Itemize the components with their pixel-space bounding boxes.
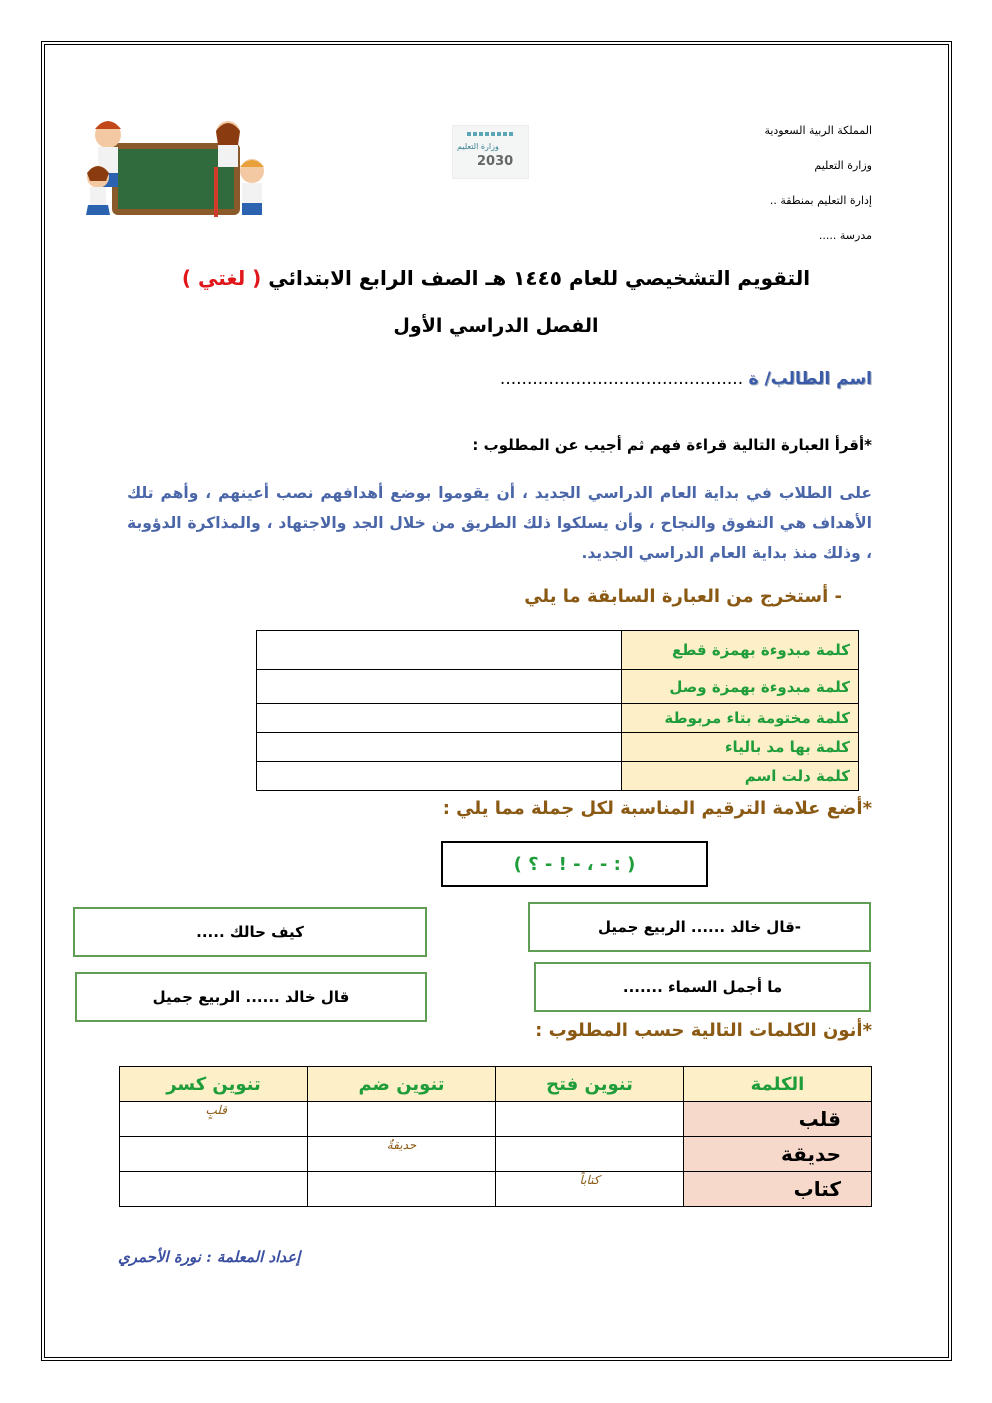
fath-cell[interactable] bbox=[496, 1102, 684, 1137]
col-header-damm: تنوين ضم bbox=[308, 1067, 496, 1102]
reading-instruction: *أقرأ العبارة التالية قراءة فهم ثم أجيب عن المطلوب : bbox=[472, 436, 872, 454]
table-row bbox=[257, 670, 859, 704]
answer-cell[interactable] bbox=[257, 762, 622, 791]
student-name-line bbox=[500, 369, 872, 389]
header-region: إدارة التعليم بمنطقة .. bbox=[769, 194, 872, 207]
word-cell: حديقة bbox=[684, 1137, 872, 1172]
table-row bbox=[257, 762, 859, 791]
table-row bbox=[257, 733, 859, 762]
sentence-box[interactable]: كيف حالك ..... bbox=[73, 907, 427, 957]
answer-cell[interactable] bbox=[257, 704, 622, 733]
damm-cell[interactable] bbox=[308, 1172, 496, 1207]
damm-cell[interactable] bbox=[308, 1102, 496, 1137]
sentence-box[interactable]: ما أجمل السماء ....... bbox=[534, 962, 871, 1012]
logo-text: وزارة التعليم bbox=[457, 142, 499, 151]
student-name-label: اسم الطالب/ ة bbox=[748, 369, 872, 389]
punctuation-marks-box: ( ؟ - ! - ، - : ) bbox=[441, 841, 708, 887]
exam-title bbox=[0, 266, 992, 290]
answer-cell[interactable] bbox=[257, 631, 622, 670]
extract-heading: - أستخرج من العبارة السابقة ما يلي bbox=[524, 586, 842, 607]
answer-cell[interactable] bbox=[257, 670, 622, 704]
teacher-signature: إعداد المعلمة : نورة الأحمري bbox=[118, 1248, 301, 1266]
logo-vision: 2030 bbox=[477, 154, 514, 169]
student-name-dots: ............................................. bbox=[499, 369, 744, 389]
table-row bbox=[257, 704, 859, 733]
extract-label: كلمة مبدوءة بهمزة وصل bbox=[622, 670, 859, 704]
reading-paragraph: على الطلاب في بداية العام الدراسي الجديد ، أن يقوموا بوضع أهدافهم نصب أعينهم ، وأهم تلك الأهداف هي التفوق والنجاح ، وأن يسلكوا ذلك الطريق من خلال الجد والاجتهاد ، والمذاكرة الدؤوبة ، وذلك منذ بداية العام الدراسي الجديد. bbox=[127, 484, 872, 562]
tanween-table bbox=[119, 1066, 872, 1207]
kids-board-illustration bbox=[70, 115, 270, 225]
table-header-row bbox=[120, 1067, 872, 1102]
fath-cell[interactable]: كتاباً bbox=[496, 1172, 684, 1207]
extract-label: كلمة مبدوءة بهمزة قطع bbox=[622, 631, 859, 670]
word-cell: قلب bbox=[684, 1102, 872, 1137]
semester-title: الفصل الدراسي الأول bbox=[393, 315, 599, 337]
word-cell: كتاب bbox=[684, 1172, 872, 1207]
kasr-cell[interactable] bbox=[120, 1137, 308, 1172]
kasr-cell[interactable] bbox=[120, 1172, 308, 1207]
header-kingdom: المملكة الربية السعودية bbox=[764, 124, 872, 137]
col-header-fath: تنوين فتح bbox=[496, 1067, 684, 1102]
ministry-logo-icon bbox=[453, 126, 528, 178]
answer-cell[interactable] bbox=[257, 733, 622, 762]
table-row bbox=[120, 1172, 872, 1207]
fath-cell[interactable] bbox=[496, 1137, 684, 1172]
exam-title-main: التقويم التشخيصي للعام ١٤٤٥ هـ الصف الرابع الابتدائي bbox=[268, 266, 811, 290]
extract-label: كلمة بها مد بالياء bbox=[622, 733, 859, 762]
ministry-logo bbox=[452, 125, 529, 179]
tanween-heading: *أنون الكلمات التالية حسب المطلوب : bbox=[535, 1020, 872, 1041]
extract-label: كلمة دلت اسم bbox=[622, 762, 859, 791]
extract-table bbox=[256, 630, 859, 791]
damm-cell[interactable]: حديقةٌ bbox=[308, 1137, 496, 1172]
table-row bbox=[120, 1102, 872, 1137]
sentence-box[interactable]: -قال خالد ...... الربيع جميل bbox=[528, 902, 871, 952]
header-ministry: وزارة التعليم bbox=[814, 159, 872, 172]
sentence-box[interactable]: قال خالد ...... الربيع جميل bbox=[75, 972, 427, 1022]
exam-subject: ( لغتي ) bbox=[181, 266, 262, 290]
punctuation-heading: *أضع علامة الترقيم المناسبة لكل جملة مما يلي : bbox=[442, 798, 872, 819]
kasr-cell[interactable]: قلبٍ bbox=[120, 1102, 308, 1137]
table-row bbox=[257, 631, 859, 670]
table-row bbox=[120, 1137, 872, 1172]
col-header-word: الكلمة bbox=[684, 1067, 872, 1102]
header-school: مدرسة ..... bbox=[818, 229, 872, 242]
col-header-kasr: تنوين كسر bbox=[120, 1067, 308, 1102]
extract-label: كلمة مختومة بتاء مربوطة bbox=[622, 704, 859, 733]
